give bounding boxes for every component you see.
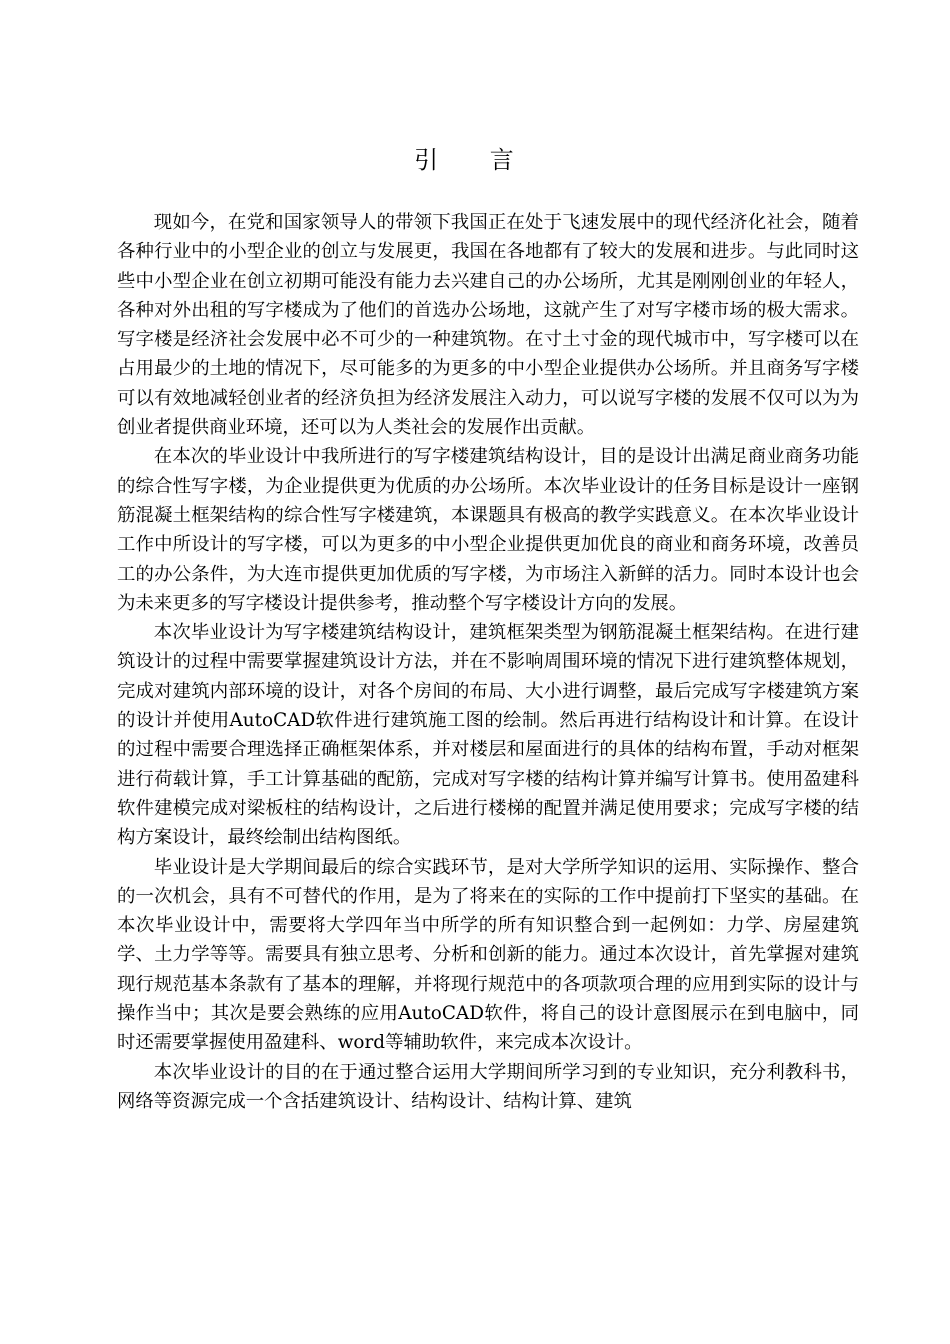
paragraph-3: 本次毕业设计为写字楼建筑结构设计，建筑框架类型为钢筋混凝土框架结构。在进行建筑设计的过程中需要掌握建筑设计方法，并在不影响周围环境的情况下进行建筑整体规划，完成对建筑内部环境的设计，对各个房间的布局、大小进行调整，最后完成写字楼建筑方案的设计并使用AutoCAD软件进行建筑施工图的绘制。然后再进行结构设计和计算。在设计的过程中需要合理选择正确框架体系，并对楼层和屋面进行的具体的结构布置，手动对框架进行荷载计算，手工计算基础的配筋，完成对写字楼的结构计算并编写计算书。使用盈建科软件建模完成对梁板柱的结构设计，之后进行楼梯的配置并满足使用要求；完成写字楼的结构方案设计，最终绘制出结构图纸。 — [117, 622, 859, 849]
paragraph-4: 毕业设计是大学期间最后的综合实践环节，是对大学所学知识的运用、实际操作、整合的一次机会，具有不可替代的作用，是为了将来在的实际的工作中提前打下坚实的基础。在本次毕业设计中，需要将大学四年当中所学的所有知识整合到一起例如：力学、房屋建筑学、土力学等等。需要具有独立思考、分析和创新的能力。通过本次设计，首先掌握对建筑现行规范基本条款有了基本的理解，并将现行规范中的各项款项合理的应用到实际的设计与操作当中；其次是要会熟练的应用AutoCAD软件，将自己的设计意图展示在到电脑中，同时还需要掌握使用盈建科、word等辅助软件，来完成本次设计。 — [117, 856, 859, 1054]
body-text — [117, 208, 859, 1116]
paragraph-5: 本次毕业设计的目的在于通过整合运用大学期间所学习到的专业知识，充分利教科书，网络等资源完成一个含括建筑设计、结构设计、结构计算、建筑 — [117, 1061, 859, 1112]
paragraph-1: 现如今，在党和国家领导人的带领下我国正在处于飞速发展中的现代经济化社会，随着各种行业中的小型企业的创立与发展更，我国在各地都有了较大的发展和进步。与此同时这些中小型企业在创立初期可能没有能力去兴建自己的办公场所，尤其是刚刚创业的年轻人，各种对外出租的写字楼成为了他们的首选办公场地，这就产生了对写字楼市场的极大需求。写字楼是经济社会发展中必不可少的一种建筑物。在寸土寸金的现代城市中，写字楼可以在占用最少的土地的情况下，尽可能多的为更多的中小型企业提供办公场所。并且商务写字楼可以有效地减轻创业者的经济负担为经济发展注入动力，可以说写字楼的发展不仅可以为为创业者提供商业环境，还可以为人类社会的发展作出贡献。 — [117, 212, 859, 439]
page-title: 引 言 — [414, 146, 536, 174]
paragraph-2: 在本次的毕业设计中我所进行的写字楼建筑结构设计，目的是设计出满足商业商务功能的综合性写字楼，为企业提供更为优质的办公场所。本次毕业设计的任务目标是设计一座钢筋混凝土框架结构的综合性写字楼建筑，本课题具有极高的教学实践意义。在本次毕业设计工作中所设计的写字楼，可以为更多的中小型企业提供更加优良的商业和商务环境，改善员工的办公条件，为大连市提供更加优质的写字楼，为市场注入新鲜的活力。同时本设计也会为未来更多的写字楼设计提供参考，推动整个写字楼设计方向的发展。 — [117, 446, 859, 614]
